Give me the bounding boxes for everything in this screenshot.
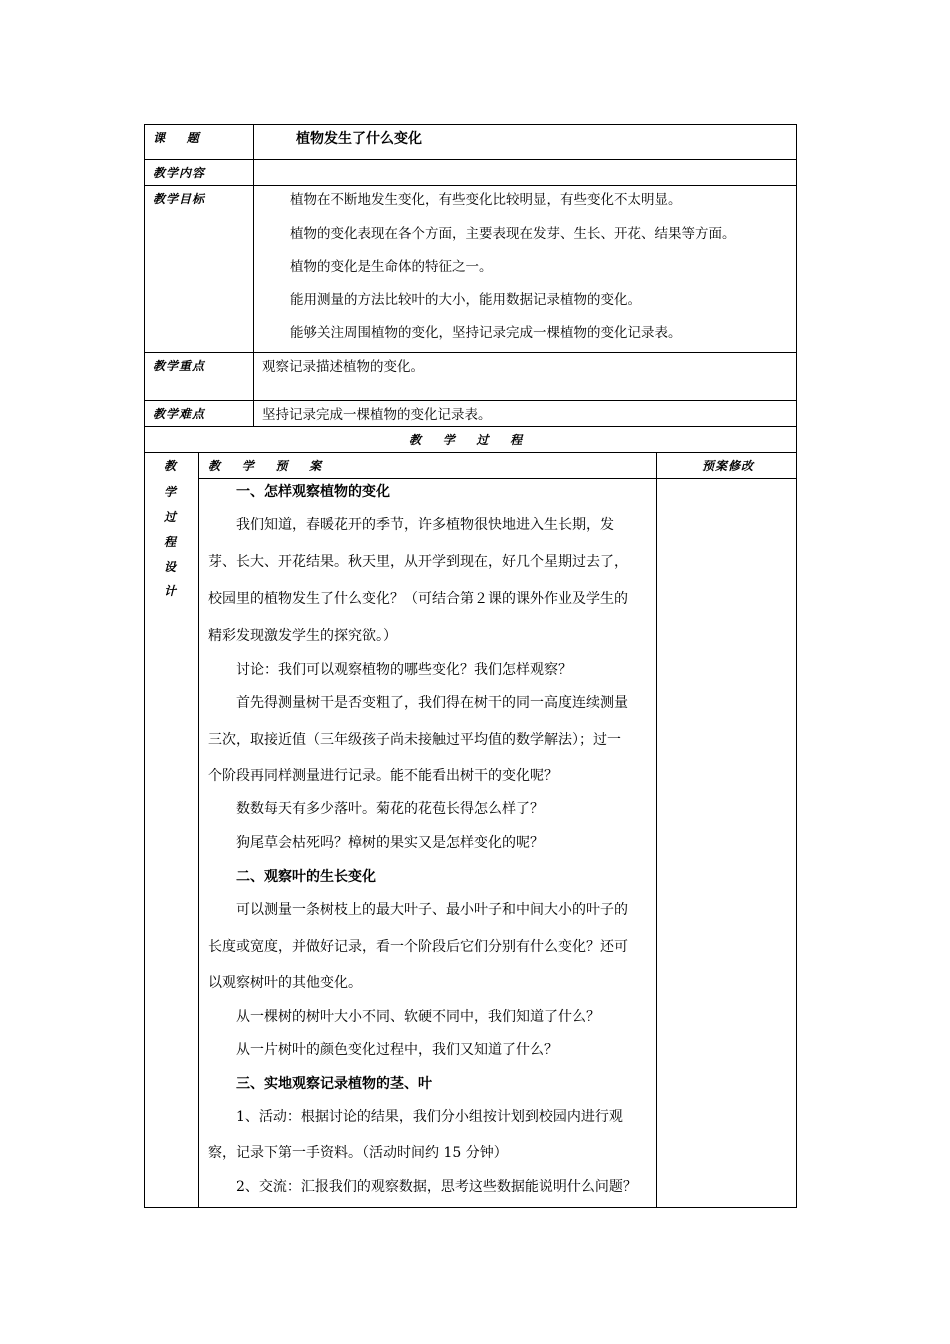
paragraph-line: 2、交流：汇报我们的观察数据，思考这些数据能说明什么问题？: [236, 1179, 637, 1195]
goal-item: 能用测量的方法比较叶的大小，能用数据记录植物的变化。: [290, 292, 641, 308]
row-divider: [144, 352, 797, 353]
col-divider: [253, 124, 254, 427]
table-border-left: [144, 124, 145, 1208]
paragraph-line: 狗尾草会枯死吗？樟树的果实又是怎样变化的呢？: [236, 835, 544, 851]
label-key-point: 教学重点: [153, 359, 206, 373]
paragraph-line: 可以测量一条树枝上的最大叶子、最小叶子和中间大小的叶子的: [236, 902, 628, 918]
goal-item: 植物的变化表现在各个方面，主要表现在发芽、生长、开花、结果等方面。: [290, 226, 736, 242]
side-label-char: 计: [164, 584, 178, 598]
paragraph-line: 芽、长大、开花结果。秋天里，从开学到现在，好几个星期过去了，: [208, 554, 628, 570]
label-goals: 教学目标: [153, 192, 206, 206]
row-divider: [144, 185, 797, 186]
col-header-plan: 教 学 预 案: [208, 459, 323, 473]
table-border-top: [144, 124, 797, 125]
label-content: 教学内容: [153, 166, 206, 180]
row-divider: [198, 478, 797, 479]
goal-item: 植物的变化是生命体的特征之一。: [290, 259, 493, 275]
paragraph-line: 讨论：我们可以观察植物的哪些变化？我们怎样观察？: [236, 662, 572, 678]
goal-item: 能够关注周围植物的变化，坚持记录完成一棵植物的变化记录表。: [290, 325, 682, 341]
row-divider: [144, 426, 797, 427]
paragraph-line: 首先得测量树干是否变粗了，我们得在树干的同一高度连续测量: [236, 695, 628, 711]
lesson-topic: 植物发生了什么变化: [296, 131, 422, 147]
col-header-revise: 预案修改: [702, 459, 755, 473]
paragraph-line: 从一片树叶的颜色变化过程中，我们又知道了什么？: [236, 1042, 558, 1058]
label-difficulty: 教学难点: [153, 407, 206, 421]
section-heading: 一、怎样观察植物的变化: [236, 484, 390, 500]
paragraph-line: 精彩发现激发学生的探究欲。）: [208, 628, 397, 644]
side-label-char: 程: [164, 535, 178, 549]
key-point: 观察记录描述植物的变化。: [262, 359, 424, 375]
paragraph-line: 从一棵树的树叶大小不同、软硬不同中，我们知道了什么？: [236, 1009, 600, 1025]
paragraph-line: 以观察树叶的其他变化。: [208, 975, 362, 991]
row-divider: [144, 452, 797, 453]
paragraph-line: 数数每天有多少落叶。菊花的花苞长得怎么样了？: [236, 801, 544, 817]
process-title: 教 学 过 程: [409, 433, 524, 447]
side-label-char: 过: [164, 510, 178, 524]
paragraph-line: 长度或宽度，并做好记录，看一个阶段后它们分别有什么变化？还可: [208, 939, 628, 955]
section-heading: 三、实地观察记录植物的茎、叶: [236, 1076, 432, 1092]
row-divider: [144, 159, 797, 160]
paragraph-line: 察，记录下第一手资料。（活动时间约 15 分钟）: [208, 1145, 508, 1161]
section-heading: 二、观察叶的生长变化: [236, 869, 376, 885]
paragraph-line: 1、活动：根据讨论的结果，我们分小组按计划到校园内进行观: [236, 1109, 623, 1125]
paragraph-line: 我们知道，春暖花开的季节，许多植物很快地进入生长期，发: [236, 517, 614, 533]
goal-item: 植物在不断地发生变化，有些变化比较明显，有些变化不太明显。: [290, 192, 682, 208]
col-divider: [656, 452, 657, 1208]
table-border-bottom: [144, 1207, 797, 1208]
difficulty: 坚持记录完成一棵植物的变化记录表。: [262, 407, 492, 423]
label-topic: 课 题: [153, 131, 200, 145]
side-label-char: 学: [164, 485, 178, 499]
paragraph-line: 三次，取接近值（三年级孩子尚未接触过平均值的数学解法）；过一: [208, 732, 621, 748]
side-label-char: 教: [164, 459, 178, 473]
table-border-right: [796, 124, 797, 1208]
paragraph-line: 校园里的植物发生了什么变化？（可结合第２课的课外作业及学生的: [208, 591, 628, 607]
row-divider: [144, 400, 797, 401]
side-label-char: 设: [164, 560, 178, 574]
paragraph-line: 个阶段再同样测量进行记录。能不能看出树干的变化呢？: [208, 768, 558, 784]
col-divider: [198, 452, 199, 1208]
